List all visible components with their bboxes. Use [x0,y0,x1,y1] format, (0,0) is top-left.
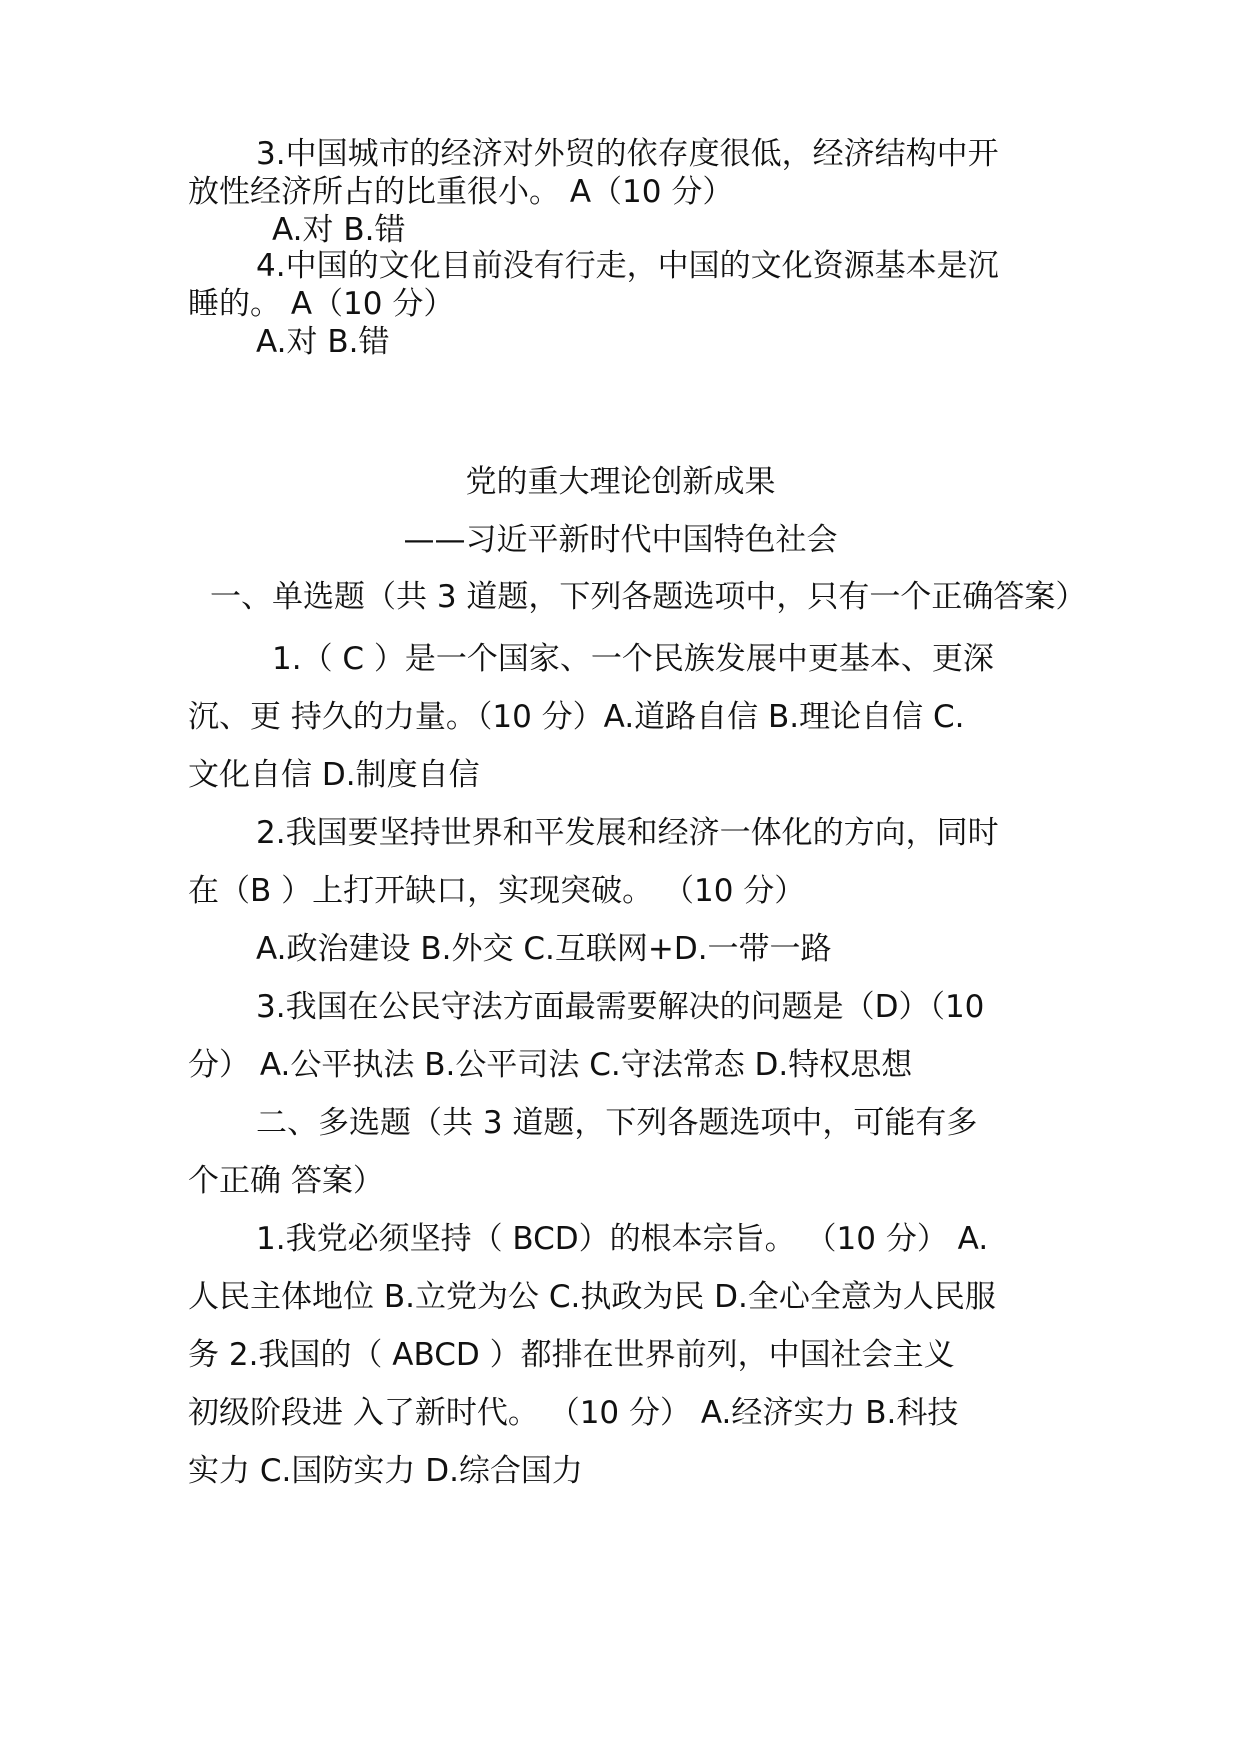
mc-q1-line4: 初级阶段进 入了新时代。 （10 分） A.经济实力 B.科技 [188,1395,959,1431]
tf-q4-options: A.对 B.错 [256,324,390,360]
mc-q1-line3: 务 2.我国的（ ABCD ）都排在世界前列，中国社会主义 [188,1337,955,1373]
sc-q3-line2: 分） A.公平执法 B.公平司法 C.守法常态 D.特权思想 [188,1047,913,1083]
tf-q3-line2: 放性经济所占的比重很小。 A（10 分） [188,174,734,210]
sc-q1-line2: 沉、更 持久的力量。（10 分）A.道路自信 B.理论自信 C. [188,699,965,735]
tf-q4-line1: 4.中国的文化目前没有行走，中国的文化资源基本是沉 [256,248,999,284]
tf-q3-line1: 3.中国城市的经济对外贸的依存度很低，经济结构中开 [256,136,999,172]
doc-subtitle: ——习近平新时代中国特色社会 [403,522,838,558]
mc-q1-line2: 人民主体地位 B.立党为公 C.执政为民 D.全心全意为人民服 [188,1279,996,1315]
sc-q3-line1: 3.我国在公民守法方面最需要解决的问题是（D）（10 [256,989,985,1025]
mc-q1-line1: 1.我党必须坚持（ BCD）的根本宗旨。 （10 分） A. [256,1221,989,1257]
sc-q2-line2: 在（B ）上打开缺口，实现突破。 （10 分） [188,873,806,909]
tf-q4-line2: 睡的。 A（10 分） [188,286,455,322]
sc-q1-line1: 1.（ C ）是一个国家、一个民族发展中更基本、更深 [272,641,994,677]
sc-q2-options: A.政治建设 B.外交 C.互联网+D.一带一路 [256,931,832,967]
sc-q1-line3: 文化自信 D.制度自信 [188,757,480,793]
doc-title: 党的重大理论创新成果 [465,464,776,500]
multi-choice-header-line1: 二、多选题（共 3 道题，下列各题选项中，可能有多 [256,1105,978,1141]
multi-choice-header-line2: 个正确 答案） [188,1163,384,1199]
tf-q3-options: A.对 B.错 [272,212,406,248]
single-choice-header: 一、单选题（共 3 道题，下列各题选项中，只有一个正确答案） [210,579,1087,615]
mc-q1-line5: 实力 C.国防实力 D.综合国力 [188,1453,583,1489]
sc-q2-line1: 2.我国要坚持世界和平发展和经济一体化的方向，同时 [256,815,999,851]
